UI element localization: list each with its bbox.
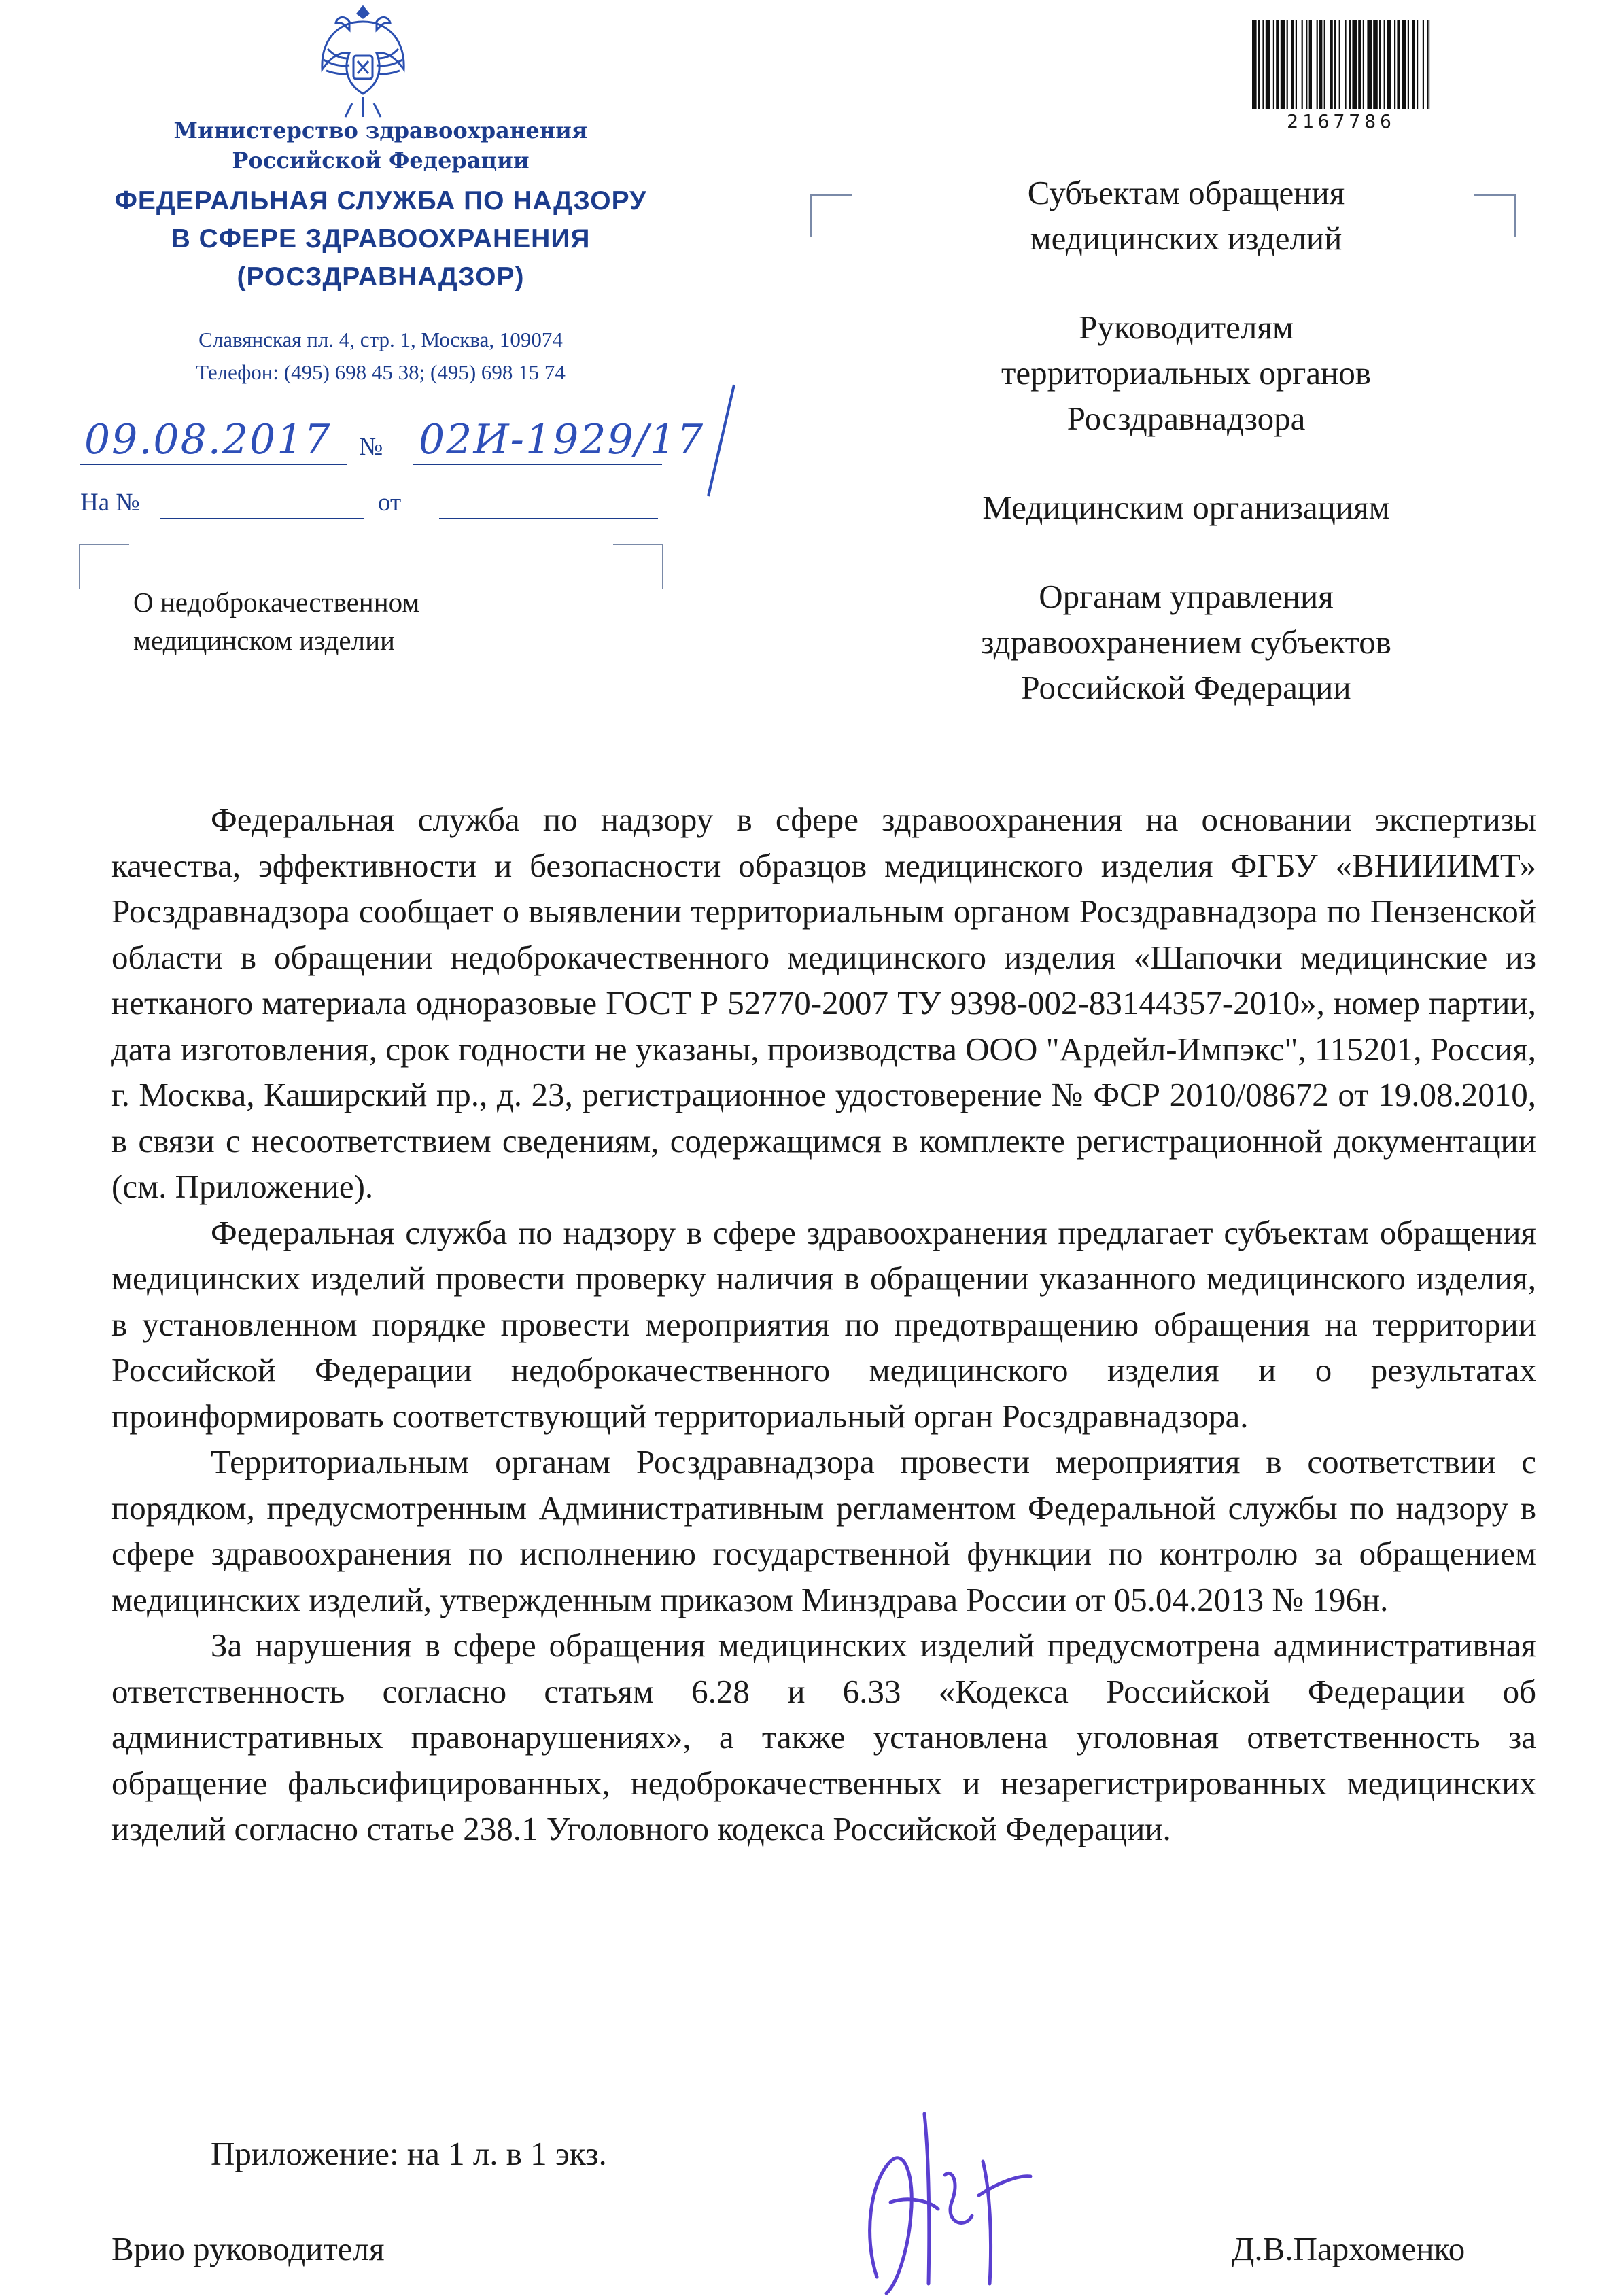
body-paragraph: Территориальным органам Росздравнадзора провести мероприятия в соответствии с порядком, предусмотренным Административным регламентом Федеральной службы по надзору в сфере здравоохранения по исполнению государственной функции по контролю за обращением медицинских изделий, утвержденным приказом Минздрава России от 05.04.2013 № 196н. — [111, 1443, 1536, 1618]
barcode-bar — [1345, 20, 1346, 109]
service-line: ФЕДЕРАЛЬНАЯ СЛУЖБА ПО НАДЗОРУ — [114, 186, 647, 215]
attachment-note: Приложение: на 1 л. в 1 экз. — [211, 2135, 607, 2172]
from-label: от — [378, 489, 402, 517]
letter-body — [111, 797, 1536, 1852]
service-line: (РОСЗДРАВНАДЗОР) — [237, 262, 525, 292]
russian-coat-of-arms-icon — [314, 1, 412, 121]
recipient-line: Субъектам обращения — [1027, 174, 1345, 211]
barcode-bar — [1367, 20, 1372, 109]
barcode-bar — [1291, 20, 1294, 109]
barcode-bar — [1306, 20, 1307, 109]
barcode-bar — [1349, 20, 1351, 109]
barcode-bar — [1373, 20, 1378, 109]
barcode-bar — [1262, 20, 1264, 109]
recipient-bracket-left — [810, 194, 852, 237]
recipient-group — [890, 485, 1482, 530]
barcode-bar — [1397, 20, 1400, 109]
body-paragraph: Федеральная служба по надзору в сфере здравоохранения предлагает субъектам обращения медицинских изделий провести проверку наличия в обращении указанного медицинского изделия, в установленном порядке провести мероприятия по предотвращению обращения на территории Российской Федерации недоброкачественного медицинского изделия и о результатах проинформировать соответствующий территориальный орган Росздравнадзора. — [111, 1213, 1536, 1435]
barcode-bar — [1276, 20, 1279, 109]
barcode-bar — [1417, 20, 1418, 109]
reply-date-underline — [439, 518, 658, 519]
barcode-bar — [1363, 20, 1364, 109]
barcode-number: 2167786 — [1286, 110, 1395, 133]
recipient-line: здравоохранением субъектов — [981, 623, 1391, 661]
signer-name: Д.В.Пархоменко — [1232, 2230, 1465, 2267]
barcode-bar — [1394, 20, 1395, 109]
subject-line: О недоброкачественном — [133, 587, 420, 618]
barcode-bar — [1287, 20, 1288, 109]
recipient-line: Медицинским организациям — [982, 489, 1390, 526]
recipient-line: Органам управления — [1039, 578, 1334, 615]
reply-to-label: На № — [80, 489, 140, 517]
barcode-bar — [1379, 20, 1381, 109]
ministry-line: Российской Федерации — [232, 147, 530, 173]
barcode-bar — [1319, 20, 1322, 109]
recipient-group — [890, 170, 1482, 261]
recipient-group — [890, 305, 1482, 441]
recipient-line: медицинских изделий — [1030, 220, 1342, 257]
signer-role: Врио руководителя — [111, 2230, 385, 2267]
barcode-bar — [1317, 20, 1318, 109]
service-line: В СФЕРЕ ЗДРАВООХРАНЕНИЯ — [171, 224, 591, 254]
barcode-bar — [1423, 20, 1424, 109]
barcode-bar — [1384, 20, 1385, 109]
handwritten-signature-icon — [850, 2100, 1040, 2296]
number-sign: № — [359, 433, 383, 461]
barcode — [1252, 20, 1430, 109]
barcode-bar — [1412, 20, 1415, 109]
barcode-bar — [1266, 20, 1270, 109]
barcode-bar — [1258, 20, 1260, 109]
barcode-bar — [1302, 20, 1303, 109]
barcode-bar — [1309, 20, 1312, 109]
barcode-bar — [1330, 20, 1332, 109]
registration-slash-mark — [700, 381, 748, 503]
barcode-bar — [1352, 20, 1357, 109]
registration-date: 09.08.2017 — [84, 416, 332, 464]
registration-number: 02И-1929/17 — [419, 416, 705, 464]
ministry-name — [54, 116, 707, 175]
date-underline — [80, 464, 347, 465]
reply-number-underline — [160, 518, 364, 519]
barcode-bar — [1252, 20, 1257, 109]
address-line: Славянская пл. 4, стр. 1, Москва, 109074 — [198, 328, 563, 351]
letter-subject — [133, 583, 568, 659]
barcode-bar — [1387, 20, 1391, 109]
recipient-line: Росздравнадзора — [1066, 400, 1306, 437]
address-line: Телефон: (495) 698 45 38; (495) 698 15 74 — [196, 360, 566, 384]
barcode-bar — [1339, 20, 1340, 109]
subject-line: медицинском изделии — [133, 625, 395, 656]
recipients-block — [890, 170, 1482, 754]
barcode-bar — [1402, 20, 1406, 109]
subject-bracket-left — [79, 544, 129, 589]
barcode-bar — [1296, 20, 1297, 109]
ministry-line: Министерство здравоохранения — [173, 118, 588, 143]
recipient-line: Руководителям — [1079, 309, 1294, 346]
barcode-bar — [1358, 20, 1361, 109]
recipient-line: Российской Федерации — [1021, 669, 1351, 706]
body-paragraph: Федеральная служба по надзору в сфере здравоохранения на основании экспертизы качества, эффективности и безопасности образцов медицинского изделия ФГБУ «ВНИИИМТ» Росздравнадзора сообщает о выявлении территориальным органом Росздравнадзора по Пензенской области в обращении недоброкачественного медицинского изделия «Шапочки медицинские из нетканого материала одноразовые ГОСТ Р 52770-2007 ТУ 9398-002-83144357-2010», номер партии, дата изготовления, срок годности не указаны, производства ООО "Ардейл-Импэкс", 115201, Россия, г. Москва, Каширский пр., д. 23, регистрационное удостоверение № ФСР 2010/08672 от 19.08.2010, в связи с несоответствием сведениям, содержащимся в комплекте регистрационной документации (см. Приложение). — [111, 801, 1536, 1205]
recipient-group — [890, 574, 1482, 710]
body-paragraph: За нарушения в сфере обращения медицинских изделий предусмотрена административная ответственность согласно статьям 6.28 и 6.33 «Кодекса Российской Федерации об административных правонарушениях», а также установлена уголовная ответственность за обращение фальсифицированных, недоброкачественных и незарегистрированных медицинских изделий согласно статье 238.1 Уголовного кодекса Российской Федерации. — [111, 1627, 1536, 1847]
barcode-bar — [1324, 20, 1325, 109]
barcode-bar — [1273, 20, 1274, 109]
barcode-bar — [1408, 20, 1409, 109]
barcode-bar — [1281, 20, 1285, 109]
number-underline — [413, 464, 662, 465]
barcode-bar — [1334, 20, 1336, 109]
service-address — [54, 324, 707, 389]
barcode-bar — [1427, 20, 1428, 109]
recipient-line: территориальных органов — [1001, 354, 1371, 392]
subject-bracket-right — [613, 544, 663, 589]
service-name — [54, 182, 707, 296]
